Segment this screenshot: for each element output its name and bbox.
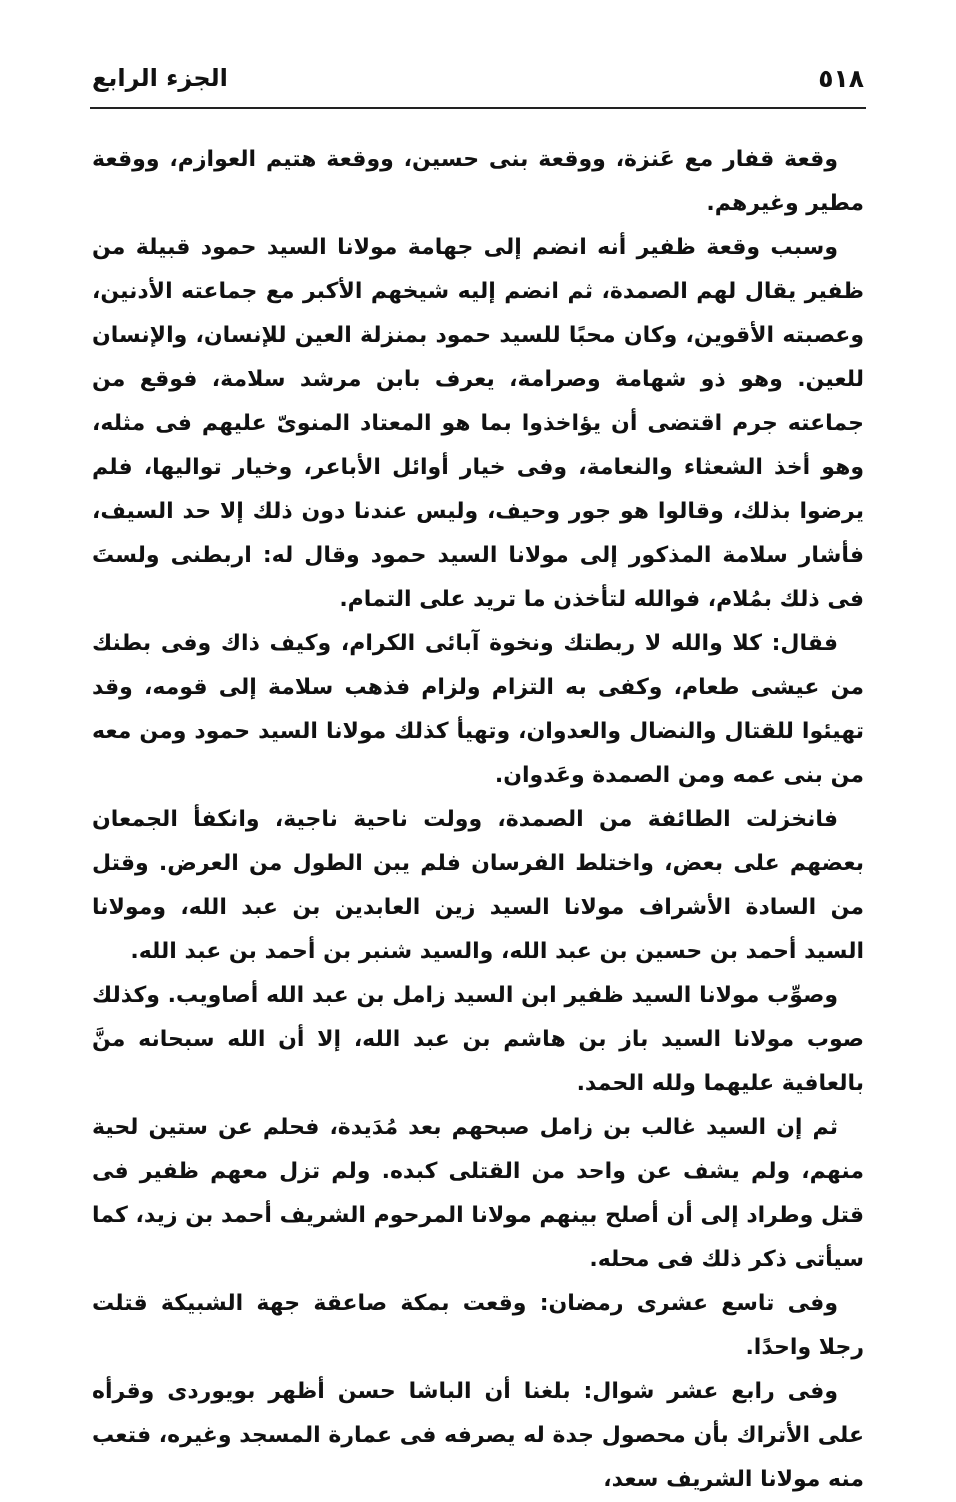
paragraph: وصوِّب مولانا السيد ظفير ابن السيد زامل بن عبد الله أصاويب. وكذلك صوب مولانا السيد باز بن هاشم بن عبد الله، إلا أن الله سبحانه منَّ بالعافية عليهما ولله الحمد. — [92, 983, 864, 1096]
paragraph: فقال: كلا والله لا ربطتك ونخوة آبائى الكرام، وكيف ذاك وفى بطنك من عيشى طعام، وكفى به التزام ولزام فذهب سلامة إلى قومه، وقد تهيئوا للقتال والنضال والعدوان، وتهيأ كذلك مولانا السيد حمود ومن معه من بنى عمه ومن الصمدة وعَدوان. — [92, 631, 864, 788]
paragraph: فانخزلت الطائفة من الصمدة، وولت ناحية ناجية، وانكفأ الجمعان بعضهم على بعض، واختلط الفرسان فلم يبن الطول من العرض. وقتل من السادة الأشراف مولانا السيد زين العابدين بن عبد الله، ومولانا السيد أحمد بن حسين بن عبد الله، والسيد شنبر بن أحمد بن عبد الله. — [92, 807, 864, 964]
part-title: الجزء الرابع — [92, 64, 228, 92]
paragraph: وفى رابع عشر شوال: بلغنا أن الباشا حسن أظهر بويوردى وقرأه على الأتراك بأن محصول جدة له يصرفه فى عمارة المسجد وغيره، فتعب منه مولانا الشريف سعد، — [92, 1379, 864, 1492]
paragraph: وفى تاسع عشرى رمضان: وقعت بمكة صاعقة جهة الشبيكة قتلت رجلا واحدًا. — [92, 1291, 864, 1360]
page-number: ٥١٨ — [818, 64, 864, 93]
paragraph: وقعة قفار مع عَنزة، ووقعة بنى حسين، ووقعة هتيم العوازم، ووقعة مطير وغيرهم. — [92, 147, 864, 216]
body-text — [92, 138, 864, 1502]
page-header — [92, 64, 864, 104]
paragraph: وسبب وقعة ظفير أنه انضم إلى جهامة مولانا السيد حمود قبيلة من ظفير يقال لهم الصمدة، ثم انضم إليه شيخهم الأكبر مع جماعته الأدنين، وعصبته الأقوين، وكان محبًا للسيد حمود بمنزلة العين للإنسان، والإنسان للعين. وهو ذو شهامة وصرامة، يعرف بابن مرشد سلامة، فوقع من جماعته جرم اقتضى أن يؤاخذوا بما هو المعتاد المنوىّ عليهم فى مثله، وهو أخذ الشعثاء والنعامة، وفى خيار أوائل الأباعر، وخيار تواليها، فلم يرضوا بذلك، وقالوا هو جور وحيف، وليس عندنا دون ذلك إلا حد السيف، فأشار سلامة المذكور إلى مولانا السيد حمود وقال له: اربطنى ولستَ فى ذلك بمُلام، فوالله لتأخذن ما تريد على التمام. — [92, 235, 864, 612]
header-rule — [90, 107, 866, 109]
paragraph: ثم إن السيد غالب بن زامل صبحهم بعد مُدَيدة، فحلم عن ستين لحية منهم، ولم يشف عن واحد من القتلى كبده. ولم تزل معهم ظفير فى قتل وطراد إلى أن أصلح بينهم مولانا المرحوم الشريف أحمد بن زيد، كما سيأتى ذكر ذلك فى محله. — [92, 1115, 864, 1272]
